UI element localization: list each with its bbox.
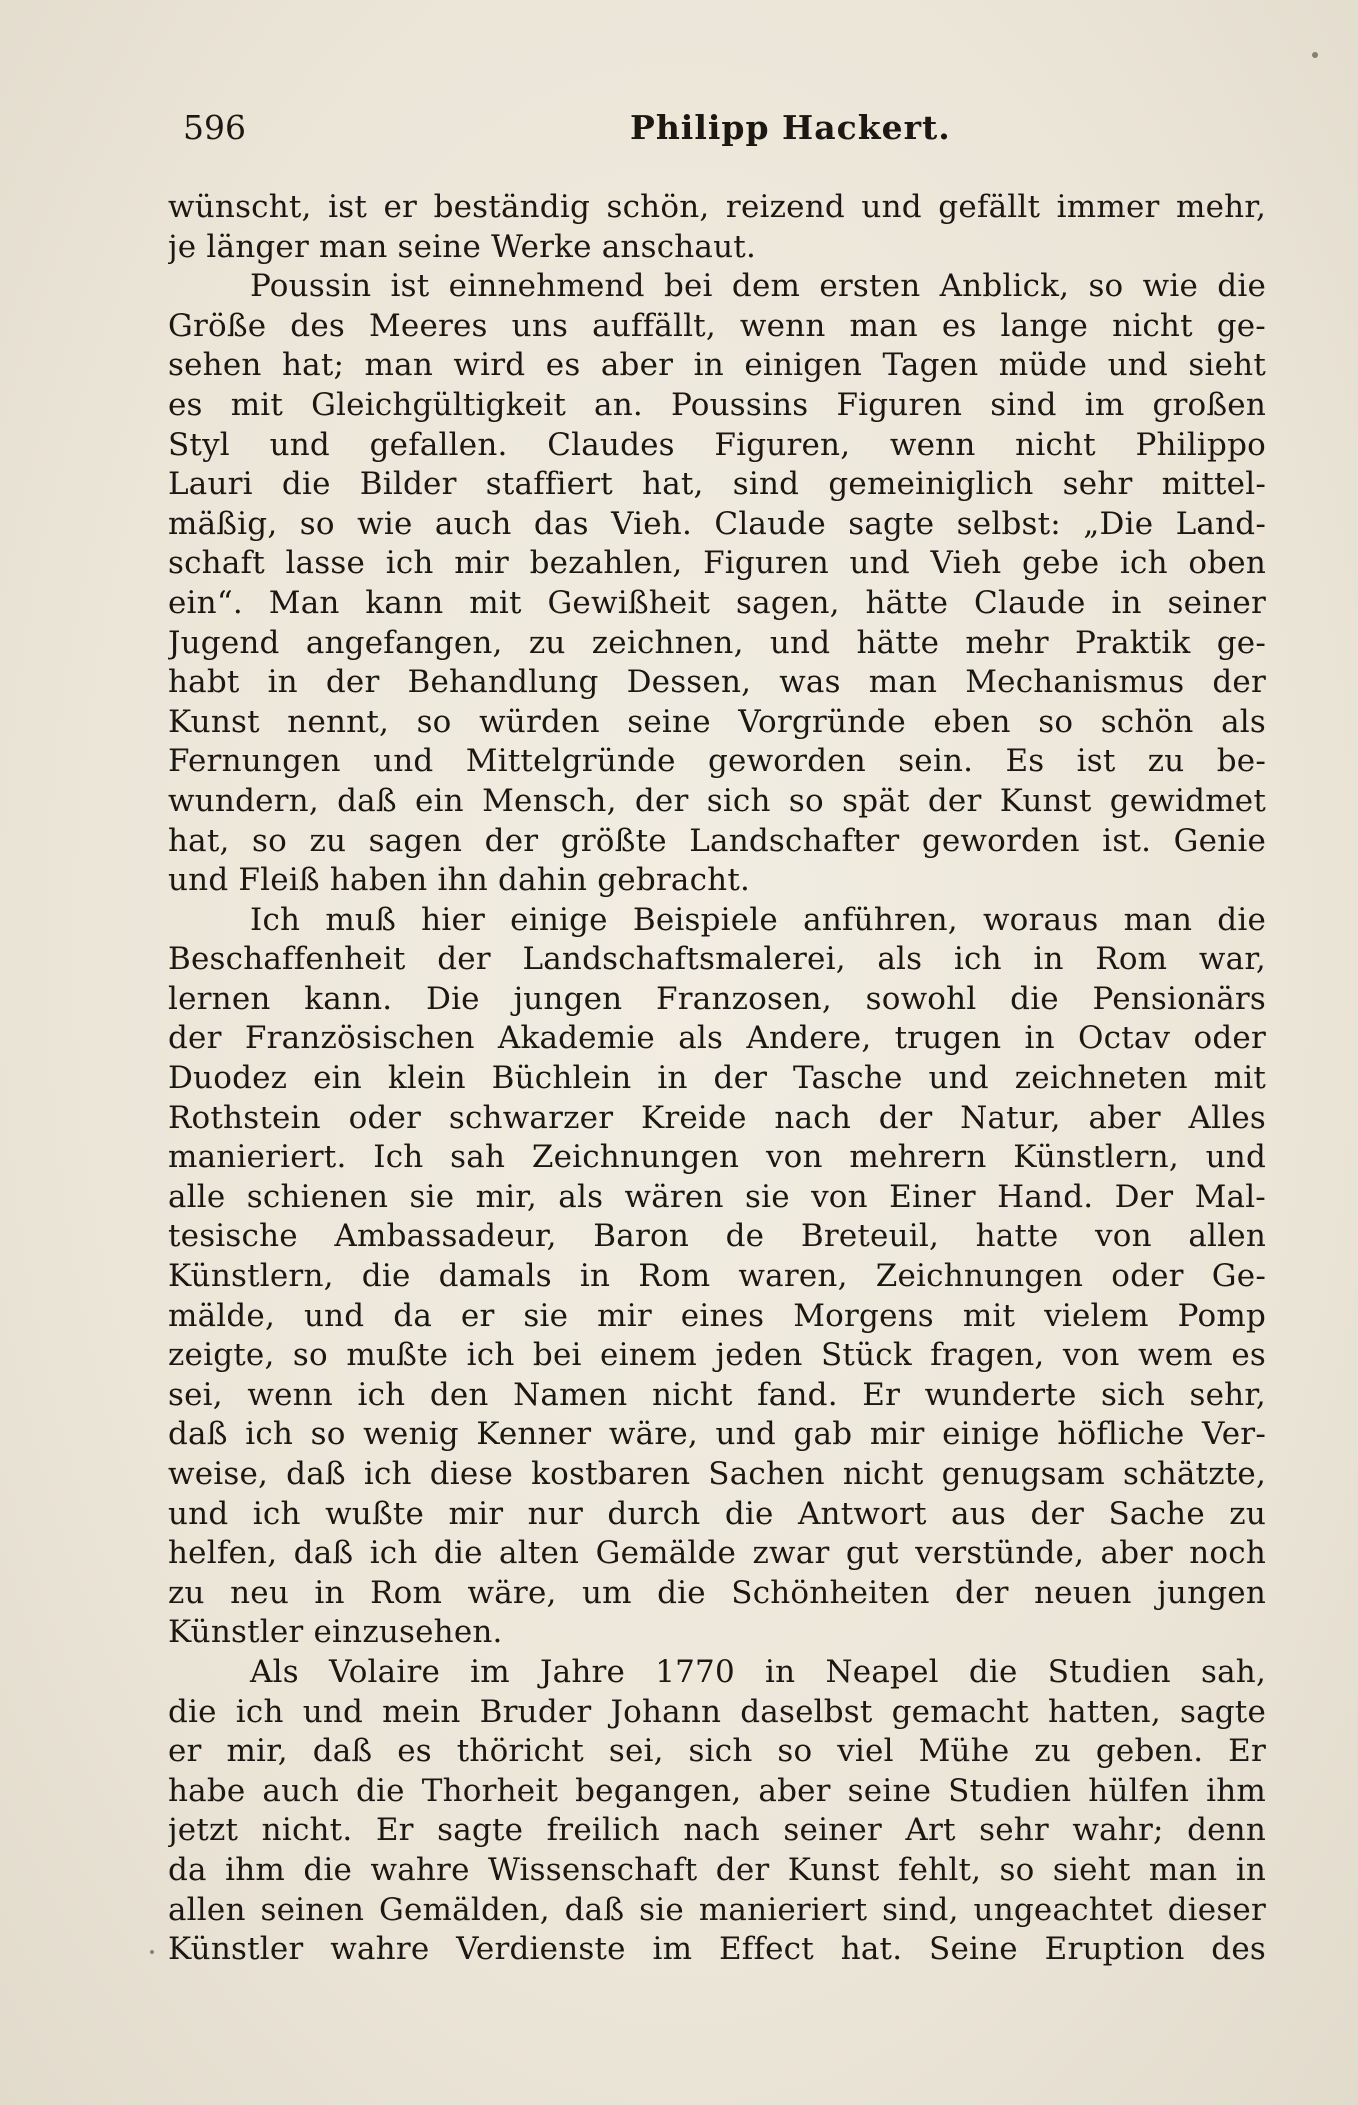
- text-line: und Fleiß haben ihn dahin gebracht.: [168, 862, 751, 899]
- text-line: mälde, und da er sie mir eines Morgens mit vielem Pomp: [168, 1297, 1266, 1334]
- text-line: schaft lasse ich mir bezahlen, Figuren und Vieh gebe ich oben: [168, 545, 1266, 582]
- text-line: zeigte, so mußte ich bei einem jeden Stück fragen, von wem es: [168, 1337, 1266, 1374]
- text-line: die ich und mein Bruder Johann daselbst gemacht hatten, sagte: [168, 1693, 1266, 1730]
- text-line: alle schienen sie mir, als wären sie von Einer Hand. Der Mal-: [168, 1178, 1266, 1215]
- text-line: Als Volaire im Jahre 1770 in Neapel die Studien sah,: [250, 1653, 1266, 1690]
- text-line: je länger man seine Werke anschaut.: [168, 228, 756, 265]
- text-line: lernen kann. Die jungen Franzosen, sowohl die Pensionärs: [168, 980, 1266, 1017]
- text-line: allen seinen Gemälden, daß sie manieriert sind, ungeachtet dieser: [168, 1891, 1266, 1928]
- text-line: wünscht, ist er beständig schön, reizend und gefällt immer mehr,: [168, 189, 1266, 225]
- text-line: habt in der Behandlung Dessen, was man Mechanismus der: [168, 664, 1266, 701]
- text-line: Fernungen und Mittelgründe geworden sein. Es ist zu be-: [168, 743, 1266, 780]
- text-line: Künstler wahre Verdienste im Effect hat. Seine Eruption des: [168, 1931, 1266, 1968]
- text-line: Künstlern, die damals in Rom waren, Zeichnungen oder Ge-: [168, 1258, 1266, 1295]
- text-line: der Französischen Akademie als Andere, trugen in Octav oder: [168, 1020, 1266, 1057]
- text-line: habe auch die Thorheit begangen, aber seine Studien hülfen ihm: [168, 1772, 1266, 1809]
- text-line: ein“. Man kann mit Gewißheit sagen, hätte Claude in seiner: [168, 584, 1266, 621]
- text-line: zu neu in Rom wäre, um die Schönheiten der neuen jungen: [168, 1574, 1266, 1611]
- text-line: und ich wußte mir nur durch die Antwort aus der Sache zu: [168, 1495, 1266, 1532]
- text-line: Kunst nennt, so würden seine Vorgründe eben so schön als: [168, 703, 1266, 740]
- text-line: Poussin ist einnehmend bei dem ersten Anblick, so wie die: [250, 268, 1266, 305]
- text-line: Jugend angefangen, zu zeichnen, und hätte mehr Praktik ge-: [168, 624, 1266, 661]
- text-line: Styl und gefallen. Claudes Figuren, wenn nicht Philippo: [168, 426, 1266, 463]
- running-head: [183, 108, 1263, 158]
- text-line: Ich muß hier einige Beispiele anführen, woraus man die: [250, 901, 1266, 938]
- print-speck: [1312, 52, 1318, 58]
- text-line: tesische Ambassadeur, Baron de Breteuil, hatte von allen: [168, 1218, 1266, 1255]
- running-title: Philipp Hackert.: [630, 108, 951, 147]
- text-line: weise, daß ich diese kostbaren Sachen nicht genugsam schätzte,: [168, 1456, 1266, 1492]
- text-line: Künstler einzusehen.: [168, 1614, 503, 1651]
- text-line: hat, so zu sagen der größte Landschafter geworden ist. Genie: [168, 822, 1266, 859]
- text-line: da ihm die wahre Wissenschaft der Kunst fehlt, so sieht man in: [168, 1851, 1266, 1888]
- text-line: Rothstein oder schwarzer Kreide nach der Natur, aber Alles: [168, 1099, 1266, 1136]
- text-line: sehen hat; man wird es aber in einigen Tagen müde und sieht: [168, 347, 1266, 384]
- text-line: Größe des Meeres uns auffällt, wenn man es lange nicht ge-: [168, 307, 1266, 344]
- text-line: es mit Gleichgültigkeit an. Poussins Figuren sind im großen: [168, 386, 1266, 423]
- text-line: Duodez ein klein Büchlein in der Tasche und zeichneten mit: [168, 1060, 1266, 1097]
- page-number: 596: [183, 108, 246, 147]
- text-line: helfen, daß ich die alten Gemälde zwar gut verstünde, aber noch: [168, 1535, 1266, 1572]
- text-line: Lauri die Bilder staffiert hat, sind gemeiniglich sehr mittel-: [168, 466, 1266, 503]
- text-line: manieriert. Ich sah Zeichnungen von mehrern Künstlern, und: [168, 1139, 1266, 1176]
- text-line: er mir, daß es thöricht sei, sich so viel Mühe zu geben. Er: [168, 1733, 1266, 1770]
- text-line: Beschaffenheit der Landschaftsmalerei, als ich in Rom war,: [168, 941, 1266, 978]
- print-speck: [150, 1950, 154, 1954]
- text-line: daß ich so wenig Kenner wäre, und gab mir einige höfliche Ver-: [168, 1416, 1266, 1453]
- text-line: mäßig, so wie auch das Vieh. Claude sagte selbst: „Die Land-: [168, 505, 1266, 542]
- text-line: wundern, daß ein Mensch, der sich so spät der Kunst gewidmet: [168, 782, 1266, 819]
- text-body: [168, 188, 1266, 1970]
- text-line: jetzt nicht. Er sagte freilich nach seiner Art sehr wahr; denn: [168, 1812, 1266, 1849]
- text-line: sei, wenn ich den Namen nicht fand. Er wunderte sich sehr,: [168, 1376, 1266, 1413]
